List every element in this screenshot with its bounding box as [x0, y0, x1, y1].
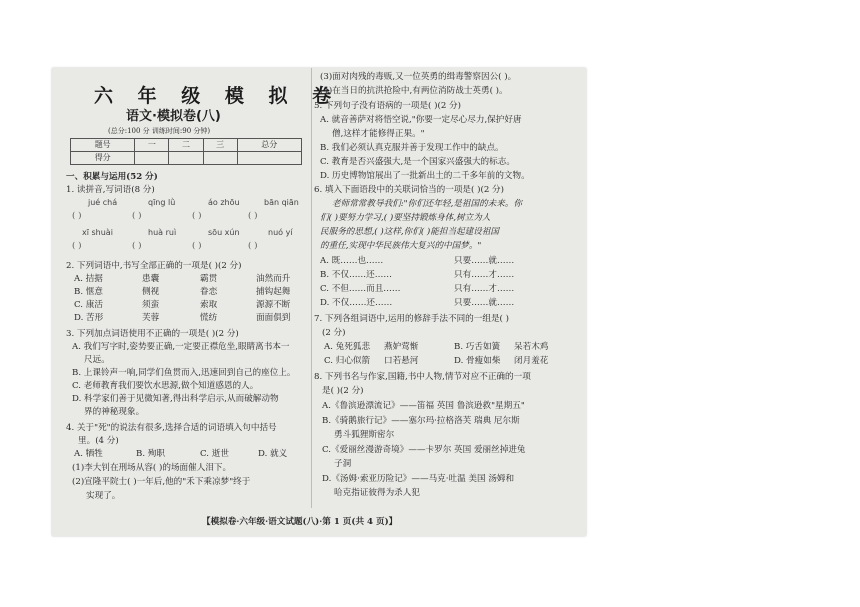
option-text: 霸贯	[200, 274, 218, 284]
option-text: C. 逝世	[200, 449, 229, 459]
option-text: 捕钩起舞	[256, 287, 291, 297]
exam-meta: (总分:100 分 训练时间:90 分钟)	[108, 127, 211, 135]
exam-title: 六 年 级 模 拟 卷	[94, 85, 341, 107]
option-text: C. 教育是否兴盛强大,是一个国家兴盛强大的标志。	[320, 157, 515, 167]
question-3-stem: 3. 下列加点词语使用不正确的一项是( )(2 分)	[66, 329, 239, 339]
question-5-stem: 5. 下列句子没有语病的一项是( )(2 分)	[314, 101, 461, 111]
option-text: C.《爱丽丝漫游奇境》——卡罗尔 英国 爱丽丝掉进兔	[322, 445, 526, 455]
sentence-text: 实现了。	[86, 491, 121, 501]
pinyin: huà ruì	[148, 228, 177, 237]
option-text: 源源不断	[256, 300, 291, 310]
option-text: C. 康活	[74, 300, 103, 310]
option-text: D. 历史博物馆展出了一批新出土的二千多年前的文物。	[320, 171, 530, 181]
option-text: 眷恋	[200, 287, 218, 297]
score-cell	[169, 152, 203, 165]
option-text: 面面俱到	[256, 313, 291, 323]
question-4-stem: 4. 关于"死"的说法有很多,选择合适的词语填入句中括号	[66, 423, 277, 433]
score-cell	[203, 152, 237, 165]
option-text: A.《鲁滨逊漂流记》——笛福 英国 鲁滨逊救"星期五"	[322, 401, 525, 411]
answer-box: ( )	[132, 241, 142, 251]
option-text: B. 上课铃声一响,同学们鱼贯而入,迅速回到自己的座位上。	[72, 368, 296, 378]
option-text: 哈克指证彼得为杀人犯	[334, 488, 420, 498]
score-cell	[135, 152, 169, 165]
score-cell: 总分	[237, 139, 301, 152]
option-text: A. 就音善萨对将悟空说,"你要一定尽心尽力,保护好唐	[320, 115, 522, 125]
option-text: 只有……才……	[454, 284, 515, 294]
passage-text: 老师常常教导我们:"你们还年轻,是祖国的未来。你	[332, 199, 523, 209]
option-text: C. 不但……而且……	[320, 284, 401, 294]
option-text: D. 骨瘦如柴	[454, 356, 501, 366]
option-text: D. 苦形	[74, 313, 104, 323]
option-text: 燕妒莺惭	[384, 342, 419, 352]
option-text: D. 就义	[258, 449, 288, 459]
question-2-stem: 2. 下列词语中,书写全部正确的一项是( )(2 分)	[66, 261, 242, 271]
option-text: B. 惬意	[74, 287, 103, 297]
passage-text: 们( )要努力学习,( )要坚持锻炼身体,树立为人	[320, 213, 491, 223]
question-4-stem: 里。(4 分)	[78, 436, 119, 446]
option-text: 只要……就……	[454, 256, 515, 266]
score-cell: 三	[203, 139, 237, 152]
passage-text: 的重任,实现中华民族伟大复兴的中国梦。"	[320, 241, 482, 251]
option-text: A. 既……也……	[320, 256, 384, 266]
score-table-score-row	[71, 152, 302, 165]
option-text: A. 兔死狐悲	[324, 342, 371, 352]
option-text: C. 归心似箭	[324, 356, 371, 366]
option-text: 只有……才……	[454, 270, 515, 280]
pinyin: nuó yí	[268, 228, 293, 237]
score-cell: 题号	[71, 139, 135, 152]
answer-box: ( )	[248, 241, 258, 251]
right-column	[314, 68, 582, 508]
exam-subtitle: 语文·模拟卷(八)	[126, 109, 221, 124]
option-text: D. 科学家们善于见微知著,得出科学启示,从而破解动物	[72, 394, 279, 404]
answer-box: ( )	[72, 211, 82, 221]
question-7-stem: 7. 下列各组词语中,运用的修辞手法不同的一组是( )	[314, 314, 509, 324]
answer-box: ( )	[72, 241, 82, 251]
option-text: 芙蓉	[142, 313, 160, 323]
pinyin: qīng lǜ	[148, 198, 176, 207]
question-6-stem: 6. 填入下面语段中的关联词恰当的一项是( )(2 分)	[314, 185, 504, 195]
option-text: D.《汤姆·索亚历险记》——马克·吐温 美国 汤姆和	[322, 474, 515, 484]
pinyin: jué chá	[88, 198, 118, 207]
option-text: B. 殉职	[136, 449, 165, 459]
pinyin: bān qiān	[264, 198, 299, 207]
pinyin: sōu xún	[208, 228, 240, 237]
question-8-stem: 8. 下列书名与作家,国籍,书中人物,情节对应不正确的一项	[314, 372, 531, 382]
option-text: A. 我们写字时,姿势要正确,一定要正襟危坐,眼睛离书本一	[72, 342, 290, 352]
option-text: 子洞	[334, 459, 352, 469]
section-heading: 一、积累与运用(52 分)	[66, 172, 158, 182]
question-1-stem: 1. 读拼音,写词语(8 分)	[66, 185, 155, 195]
option-text: C. 老师教育我们要饮水思源,做个知道感恩的人。	[72, 381, 259, 391]
option-text: B.《骑鹅旅行记》——塞尔玛·拉格洛芙 瑞典 尼尔斯	[322, 416, 520, 426]
page-footer: 【模拟卷·六年级·语文试题(八)·第 1 页(共 4 页)】	[202, 517, 398, 527]
left-column	[52, 68, 341, 508]
question-8-stem: 是( )(2 分)	[322, 386, 364, 396]
answer-box: ( )	[192, 211, 202, 221]
option-text: 闭月羞花	[514, 356, 549, 366]
pinyin: xī shuài	[82, 228, 113, 237]
option-text: 勇斗狐狸斯密尔	[334, 430, 395, 440]
option-text: A. 牺牲	[74, 449, 103, 459]
sentence-text: (3)面对肉残的毒贩,又一位英勇的缉毒警察因公( )。	[320, 72, 517, 82]
option-text: 侧视	[142, 287, 160, 297]
option-text: 油然而升	[256, 274, 291, 284]
option-text: B. 巧舌如簧	[454, 342, 501, 352]
option-text: 索取	[200, 300, 218, 310]
question-7-stem: (2 分)	[322, 328, 346, 338]
score-cell: 二	[169, 139, 203, 152]
option-text: 患囊	[142, 274, 160, 284]
answer-box: ( )	[132, 211, 142, 221]
option-text: 界的神秘现象。	[84, 407, 145, 417]
column-divider	[311, 68, 312, 508]
option-text: 尺远。	[84, 355, 110, 365]
passage-text: 民服务的思想,( )这样,你们( )能担当起建设祖国	[320, 227, 500, 237]
option-text: B. 我们必须认真克服并善于发现工作中的缺点。	[320, 143, 504, 153]
score-table-header-row	[71, 139, 302, 152]
score-table	[70, 138, 302, 165]
option-text: 僧,这样才能修得正果。"	[332, 129, 425, 139]
score-cell: 一	[135, 139, 169, 152]
option-text: 慌纺	[200, 313, 218, 323]
option-text: 须蛮	[142, 300, 160, 310]
score-cell: 得分	[71, 152, 135, 165]
option-text: 口若悬河	[384, 356, 419, 366]
answer-box: ( )	[248, 211, 258, 221]
sentence-text: (2)宣隆平院士( )一年后,他的"禾下乘凉梦"终于	[72, 477, 251, 487]
option-text: 呆若木鸡	[514, 342, 549, 352]
sentence-text: (1)李大钊在刑场从容( )的场面催人泪下。	[72, 463, 232, 473]
exam-paper	[52, 68, 586, 536]
option-text: D. 不仅……还……	[320, 298, 393, 308]
sentence-text: (4)在当日的抗洪抢险中,有两位消防战士英勇( )。	[320, 86, 508, 96]
pinyin: áo zhōu	[208, 198, 240, 207]
score-cell	[237, 152, 301, 165]
answer-box: ( )	[192, 241, 202, 251]
option-text: B. 不仅……还……	[320, 270, 392, 280]
option-text: A. 拮据	[74, 274, 103, 284]
option-text: 只要……就……	[454, 298, 515, 308]
